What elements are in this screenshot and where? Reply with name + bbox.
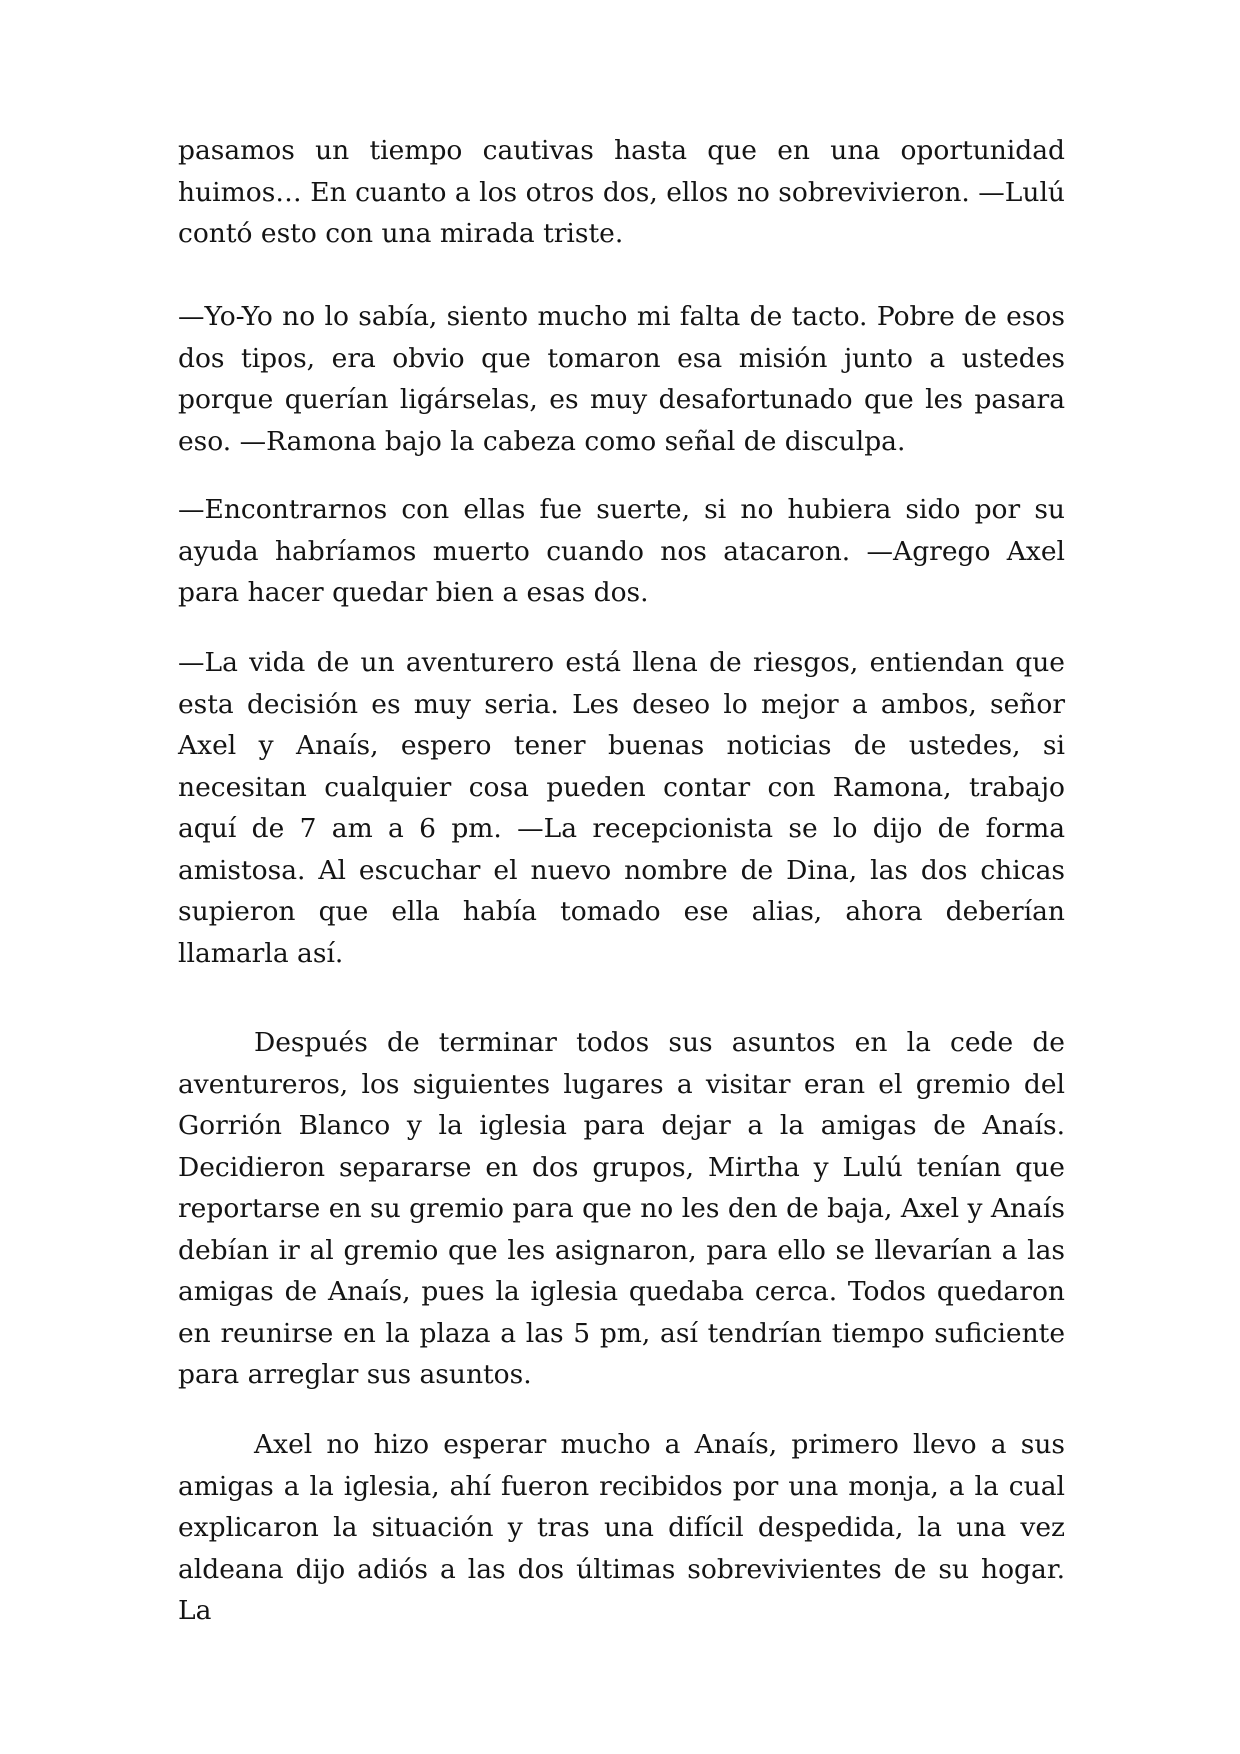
paragraph-1: pasamos un tiempo cautivas hasta que en una oportunidad huimos… En cuanto a los otros dos, ellos no sobrevivieron. —Lulú contó esto con una mirada triste. (178, 135, 1065, 249)
paragraph-4: —La vida de un aventurero está llena de riesgos, entiendan que esta decisión es muy seria. Les deseo lo mejor a ambos, señor Axel y Anaís, espero tener buenas noticias de ustedes, si necesitan cualquier cosa pueden contar con Ramona, trabajo aquí de 7 am a 6 pm. —La recepcionista se lo dijo de forma amistosa. Al escuchar el nuevo nombre de Dina, las dos chicas supieron que ella había tomado ese alias, ahora deberían llamarla así. (178, 647, 1065, 969)
paragraph-3: —Encontrarnos con ellas fue suerte, si no hubiera sido por su ayuda habríamos muerto cuando nos atacaron. —Agrego Axel para hacer quedar bien a esas dos. (178, 494, 1065, 608)
paragraph-5: Después de terminar todos sus asuntos en la cede de aventureros, los siguientes lugares a visitar eran el gremio del Gorrión Blanco y la iglesia para dejar a la amigas de Anaís. Decidieron separarse en dos grupos, Mirtha y Lulú tenían que reportarse en su gremio para que no les den de baja, Axel y Anaís debían ir al gremio que les asignaron, para ello se llevarían a las amigas de Anaís, pues la iglesia quedaba cerca. Todos quedaron en reunirse en la plaza a las 5 pm, así tendrían tiempo suficiente para arreglar sus asuntos. (178, 1027, 1065, 1390)
paragraph-2: —Yo-Yo no lo sabía, siento mucho mi falta de tacto. Pobre de esos dos tipos, era obvio que tomaron esa misión junto a ustedes porque querían ligárselas, es muy desafortunado que les pasara eso. —Ramona bajo la cabeza como señal de disculpa. (178, 301, 1065, 457)
paragraph-6: Axel no hizo esperar mucho a Anaís, primero llevo a sus amigas a la iglesia, ahí fueron recibidos por una monja, a la cual explicaron la situación y tras una difícil despedida, la una vez aldeana dijo adiós a las dos últimas sobrevivientes de su hogar. La (178, 1429, 1065, 1626)
